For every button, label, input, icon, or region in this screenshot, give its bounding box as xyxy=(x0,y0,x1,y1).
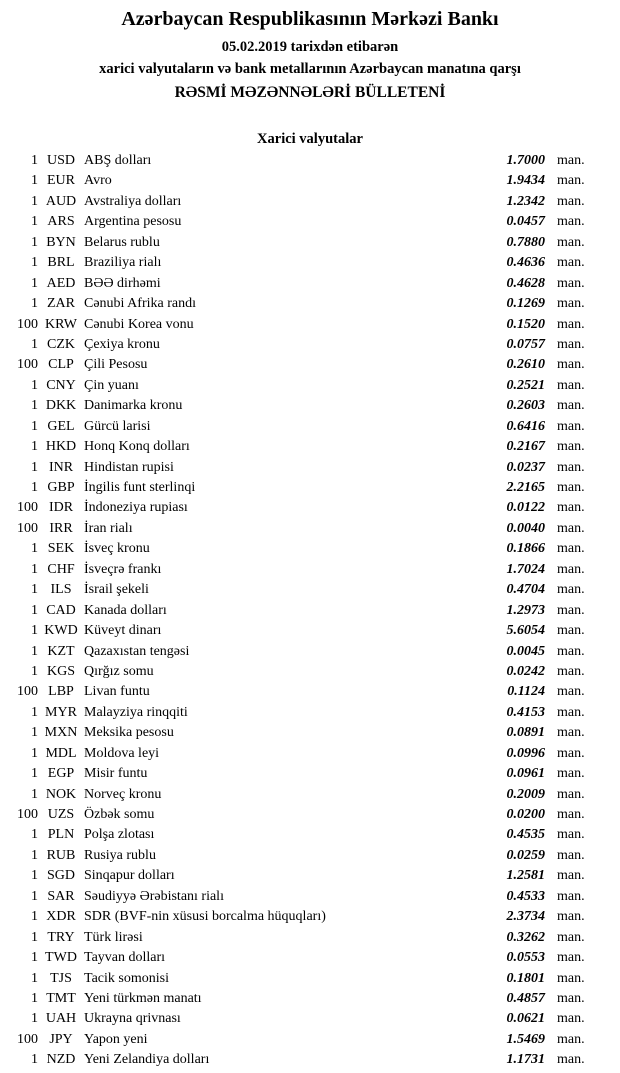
currency-rate: 5.6054 xyxy=(506,623,545,639)
currency-quantity: 1 xyxy=(31,909,38,925)
currency-rate: 0.0621 xyxy=(506,1011,545,1027)
exchange-rate-row xyxy=(0,171,620,191)
exchange-rate-row xyxy=(0,458,620,478)
manat-unit-label: man. xyxy=(557,500,585,516)
exchange-rate-row xyxy=(0,642,620,662)
effective-date-line: 05.02.2019 tarixdən etibarən xyxy=(221,39,399,55)
currency-quantity: 1 xyxy=(31,888,38,904)
currency-name: Avstraliya dolları xyxy=(84,193,182,209)
currency-rate: 0.1801 xyxy=(506,970,545,986)
exchange-rate-row xyxy=(0,703,620,723)
currency-rate: 0.2521 xyxy=(506,377,545,393)
exchange-rate-row xyxy=(0,805,620,825)
manat-unit-label: man. xyxy=(557,418,585,434)
currency-rate: 0.0259 xyxy=(506,847,545,863)
manat-unit-label: man. xyxy=(557,786,585,802)
manat-unit-label: man. xyxy=(557,929,585,945)
manat-unit-label: man. xyxy=(557,459,585,475)
manat-unit-label: man. xyxy=(557,153,585,168)
currency-quantity: 1 xyxy=(31,643,38,659)
manat-unit-label: man. xyxy=(557,602,585,618)
currency-name: Kanada dolları xyxy=(84,602,167,618)
manat-unit-label: man. xyxy=(557,766,585,782)
manat-unit-label: man. xyxy=(557,909,585,925)
manat-unit-label: man. xyxy=(557,316,585,332)
manat-unit-label: man. xyxy=(557,745,585,761)
currency-quantity: 1 xyxy=(31,153,38,168)
currency-rate: 0.0040 xyxy=(506,520,545,536)
currency-quantity: 1 xyxy=(31,868,38,884)
manat-unit-label: man. xyxy=(557,1031,585,1047)
manat-unit-label: man. xyxy=(557,868,585,884)
exchange-rate-row xyxy=(0,437,620,457)
exchange-rate-row xyxy=(0,376,620,396)
currency-name: İngilis funt sterlinqi xyxy=(84,480,196,495)
currency-rate: 2.3734 xyxy=(506,909,545,925)
currency-code: TRY xyxy=(47,929,75,945)
exchange-rate-row xyxy=(0,825,620,845)
exchange-rate-row xyxy=(0,151,620,171)
currency-code: USD xyxy=(46,153,75,168)
currency-code: SGD xyxy=(46,868,75,884)
exchange-rate-row xyxy=(0,294,620,314)
currency-rate: 1.1731 xyxy=(506,1052,545,1068)
currency-code: RUB xyxy=(46,847,76,863)
currency-name: Argentina pesosu xyxy=(84,214,182,230)
currency-rate: 0.0891 xyxy=(506,725,545,741)
currency-code: NZD xyxy=(46,1052,76,1068)
manat-unit-label: man. xyxy=(557,173,585,189)
currency-code: SAR xyxy=(47,888,75,904)
currency-rate: 0.1124 xyxy=(507,684,545,700)
manat-unit-label: man. xyxy=(557,255,585,271)
currency-rate: 1.7000 xyxy=(506,153,545,168)
currency-name: Avro xyxy=(84,173,112,189)
currency-rate: 0.1866 xyxy=(506,541,545,557)
exchange-rate-row xyxy=(0,580,620,600)
exchange-rate-row xyxy=(0,498,620,518)
manat-unit-label: man. xyxy=(557,663,585,679)
currency-quantity: 100 xyxy=(17,316,38,332)
currency-name: Yeni türkmən manatı xyxy=(84,990,202,1006)
currency-quantity: 1 xyxy=(31,439,38,455)
currency-name: Yeni Zelandiya dolları xyxy=(84,1052,210,1068)
currency-code: LBP xyxy=(48,684,74,700)
currency-rate: 0.1269 xyxy=(506,296,545,312)
currency-code: IRR xyxy=(49,520,73,536)
manat-unit-label: man. xyxy=(557,970,585,986)
exchange-rate-row xyxy=(0,396,620,416)
manat-unit-label: man. xyxy=(557,847,585,863)
manat-unit-label: man. xyxy=(557,725,585,741)
manat-unit-label: man. xyxy=(557,234,585,250)
currency-name: Belarus rublu xyxy=(84,234,160,250)
currency-quantity: 100 xyxy=(17,1031,38,1047)
manat-unit-label: man. xyxy=(557,336,585,352)
currency-quantity: 1 xyxy=(31,418,38,434)
currency-code: KGS xyxy=(46,663,75,679)
currency-code: IDR xyxy=(48,500,74,516)
currency-rate: 0.0457 xyxy=(506,214,545,230)
currency-rate: 0.1520 xyxy=(506,316,545,332)
currency-rate: 1.5469 xyxy=(506,1031,545,1047)
currency-code: CLP xyxy=(48,357,74,373)
manat-unit-label: man. xyxy=(557,377,585,393)
exchange-rate-row xyxy=(0,192,620,212)
currency-code: EGP xyxy=(47,766,75,782)
currency-name: Çexiya kronu xyxy=(84,336,160,352)
currency-code: SEK xyxy=(47,541,75,557)
currency-rate: 0.6416 xyxy=(506,418,545,434)
exchange-rate-row xyxy=(0,744,620,764)
manat-unit-label: man. xyxy=(557,643,585,659)
currency-name: Çili Pesosu xyxy=(84,357,148,373)
currency-code: KRW xyxy=(45,316,77,332)
exchange-rate-row xyxy=(0,887,620,907)
exchange-rate-row xyxy=(0,478,620,498)
manat-unit-label: man. xyxy=(557,990,585,1006)
currency-quantity: 1 xyxy=(31,582,38,598)
currency-name: Qırğız somu xyxy=(84,663,154,679)
currency-quantity: 1 xyxy=(31,255,38,271)
currency-quantity: 1 xyxy=(31,704,38,720)
currency-name: İsrail şekeli xyxy=(84,582,149,598)
currency-name: Polşa zlotası xyxy=(84,827,155,843)
currency-quantity: 1 xyxy=(31,336,38,352)
currency-rate: 0.4535 xyxy=(506,827,545,843)
currency-quantity: 1 xyxy=(31,398,38,414)
currency-quantity: 1 xyxy=(31,766,38,782)
currency-code: KZT xyxy=(47,643,75,659)
exchange-rate-row xyxy=(0,907,620,927)
currency-rate: 1.2581 xyxy=(506,868,545,884)
currency-rate: 0.4636 xyxy=(506,255,545,271)
currency-rate: 0.2610 xyxy=(506,357,545,373)
currency-name: Tacik somonisi xyxy=(84,970,169,986)
manat-unit-label: man. xyxy=(557,1052,585,1068)
bulletin-title: RƏSMİ MƏZƏNNƏLƏRİ BÜLLETENİ xyxy=(174,84,446,101)
currency-code: DKK xyxy=(45,398,77,414)
exchange-rate-row xyxy=(0,355,620,375)
currency-code: MXN xyxy=(44,725,78,741)
currency-rate: 0.0757 xyxy=(506,336,545,352)
currency-quantity: 1 xyxy=(31,602,38,618)
manat-unit-label: man. xyxy=(557,950,585,966)
currency-quantity: 1 xyxy=(31,173,38,189)
currency-rate: 0.2009 xyxy=(506,786,545,802)
manat-unit-label: man. xyxy=(557,561,585,577)
currency-quantity: 1 xyxy=(31,950,38,966)
currency-rate: 0.4628 xyxy=(506,275,545,291)
exchange-rate-row xyxy=(0,233,620,253)
currency-rate: 0.4153 xyxy=(506,704,545,720)
currency-code: NOK xyxy=(45,786,77,802)
currency-quantity: 1 xyxy=(31,459,38,475)
currency-quantity: 1 xyxy=(31,1052,38,1068)
currency-name: Meksika pesosu xyxy=(84,725,174,741)
manat-unit-label: man. xyxy=(557,704,585,720)
exchange-rate-row xyxy=(0,560,620,580)
currency-code: ARS xyxy=(47,214,75,230)
currency-name: Danimarka kronu xyxy=(84,398,183,414)
manat-unit-label: man. xyxy=(557,582,585,598)
currency-quantity: 100 xyxy=(17,807,38,822)
currency-rate: 0.0122 xyxy=(506,500,545,516)
currency-quantity: 1 xyxy=(31,847,38,863)
exchange-rate-row xyxy=(0,764,620,784)
currency-name: Cənubi Afrika randı xyxy=(84,296,196,312)
bank-name-title: Azərbaycan Respublikasının Mərkəzi Bankı xyxy=(121,8,499,30)
currency-name: Türk lirəsi xyxy=(84,929,143,945)
manat-unit-label: man. xyxy=(557,888,585,904)
currency-code: JPY xyxy=(49,1031,73,1047)
exchange-rate-row xyxy=(0,621,620,641)
exchange-rate-row xyxy=(0,1050,620,1070)
currency-code: TMT xyxy=(46,990,76,1006)
manat-unit-label: man. xyxy=(557,827,585,843)
manat-unit-label: man. xyxy=(557,480,585,495)
currency-name: Səudiyyə Ərəbistanı rialı xyxy=(84,888,224,904)
currency-name: Moldova leyi xyxy=(84,745,160,761)
currency-name: Özbək somu xyxy=(84,807,155,822)
currency-quantity: 1 xyxy=(31,663,38,679)
currency-name: Qazaxıstan tengəsi xyxy=(84,643,190,659)
currency-rate: 0.0553 xyxy=(506,950,545,966)
currency-rate: 1.2342 xyxy=(506,193,545,209)
manat-unit-label: man. xyxy=(557,541,585,557)
exchange-rate-row xyxy=(0,662,620,682)
currency-code: TWD xyxy=(45,950,77,966)
manat-unit-label: man. xyxy=(557,807,585,822)
currency-name: Cənubi Korea vonu xyxy=(84,316,194,332)
currency-name: Malayziya rinqqiti xyxy=(84,704,188,720)
manat-unit-label: man. xyxy=(557,214,585,230)
currency-rate: 0.0961 xyxy=(506,766,545,782)
currency-name: İsveç kronu xyxy=(84,541,150,557)
manat-unit-label: man. xyxy=(557,623,585,639)
currency-rate: 0.2167 xyxy=(506,439,545,455)
currency-name: Tayvan dolları xyxy=(84,950,166,966)
currency-rate: 0.0045 xyxy=(506,643,545,659)
currency-name: Livan funtu xyxy=(84,684,150,700)
currency-code: ZAR xyxy=(47,296,75,312)
currency-rate: 0.2603 xyxy=(506,398,545,414)
currency-code: ILS xyxy=(50,582,72,598)
currency-code: XDR xyxy=(46,909,76,925)
currency-name: Gürcü larisi xyxy=(84,418,151,434)
currency-code: UZS xyxy=(47,807,75,822)
currency-name: Ukrayna qrivnası xyxy=(84,1011,181,1027)
currency-code: CAD xyxy=(46,602,76,618)
manat-unit-label: man. xyxy=(557,684,585,700)
exchange-rate-row xyxy=(0,335,620,355)
manat-unit-label: man. xyxy=(557,275,585,291)
currency-code: INR xyxy=(48,459,74,475)
currency-quantity: 1 xyxy=(31,745,38,761)
currency-quantity: 1 xyxy=(31,786,38,802)
exchange-rate-row xyxy=(0,723,620,743)
currency-rate: 0.4857 xyxy=(506,990,545,1006)
manat-unit-label: man. xyxy=(557,193,585,209)
currency-code: HKD xyxy=(45,439,77,455)
bulletin-subtitle: xarici valyutaların və bank metallarının Azərbaycan manatına qarşı xyxy=(99,61,521,77)
currency-code: CNY xyxy=(46,377,76,393)
currency-code: BRL xyxy=(47,255,75,271)
currency-name: Rusiya rublu xyxy=(84,847,156,863)
exchange-rate-row xyxy=(0,539,620,559)
exchange-rate-row xyxy=(0,212,620,232)
manat-unit-label: man. xyxy=(557,296,585,312)
exchange-rate-row xyxy=(0,846,620,866)
currency-quantity: 1 xyxy=(31,541,38,557)
currency-quantity: 1 xyxy=(31,296,38,312)
currency-rate: 2.2165 xyxy=(506,480,545,495)
currency-code: EUR xyxy=(47,173,75,189)
currency-rate: 1.7024 xyxy=(506,561,545,577)
exchange-rate-row xyxy=(0,989,620,1009)
currency-code: AED xyxy=(46,275,76,291)
currency-code: GBP xyxy=(47,480,75,495)
manat-unit-label: man. xyxy=(557,398,585,414)
currency-quantity: 1 xyxy=(31,929,38,945)
currency-quantity: 1 xyxy=(31,970,38,986)
currency-rate: 0.0200 xyxy=(506,807,545,822)
currency-name: Hindistan rupisi xyxy=(84,459,174,475)
currency-quantity: 1 xyxy=(31,561,38,577)
currency-quantity: 100 xyxy=(17,500,38,516)
currency-name: İran rialı xyxy=(84,520,133,536)
currency-code: MDL xyxy=(45,745,77,761)
currency-rate: 0.0996 xyxy=(506,745,545,761)
currency-name: İndoneziya rupiası xyxy=(84,500,188,516)
currency-rate: 0.3262 xyxy=(506,929,545,945)
currency-name: Yapon yeni xyxy=(84,1031,148,1047)
currency-rate: 0.0242 xyxy=(506,663,545,679)
currency-quantity: 1 xyxy=(31,234,38,250)
currency-quantity: 1 xyxy=(31,214,38,230)
currency-name: Braziliya rialı xyxy=(84,255,162,271)
currency-quantity: 1 xyxy=(31,1011,38,1027)
currency-rate: 0.0237 xyxy=(506,459,545,475)
currency-name: Norveç kronu xyxy=(84,786,162,802)
currency-code: TJS xyxy=(50,970,72,986)
currency-rate: 1.9434 xyxy=(506,173,545,189)
exchange-rate-row xyxy=(0,274,620,294)
currency-quantity: 100 xyxy=(17,520,38,536)
currency-rate: 0.4704 xyxy=(506,582,545,598)
currency-code: UAH xyxy=(45,1011,77,1027)
exchange-rate-row xyxy=(0,315,620,335)
currency-rate: 0.4533 xyxy=(506,888,545,904)
currency-code: CZK xyxy=(47,336,75,352)
exchange-rate-row xyxy=(0,969,620,989)
currency-name: Misir funtu xyxy=(84,766,148,782)
exchange-rate-row xyxy=(0,928,620,948)
manat-unit-label: man. xyxy=(557,1011,585,1027)
currency-code: KWD xyxy=(44,623,78,639)
currency-rate: 1.2973 xyxy=(506,602,545,618)
exchange-rate-row xyxy=(0,1009,620,1029)
exchange-rate-row xyxy=(0,519,620,539)
currency-name: Küveyt dinarı xyxy=(84,623,162,639)
currency-name: Sinqapur dolları xyxy=(84,868,175,884)
exchange-rate-row xyxy=(0,1030,620,1050)
currency-name: ABŞ dolları xyxy=(84,153,152,168)
currency-code: MYR xyxy=(45,704,77,720)
currency-quantity: 1 xyxy=(31,990,38,1006)
currency-code: CHF xyxy=(47,561,75,577)
exchange-rate-row xyxy=(0,948,620,968)
exchange-rate-row xyxy=(0,682,620,702)
currency-quantity: 1 xyxy=(31,725,38,741)
exchange-rates-table xyxy=(0,151,620,1071)
exchange-rate-row xyxy=(0,601,620,621)
exchange-rate-row xyxy=(0,866,620,886)
manat-unit-label: man. xyxy=(557,439,585,455)
exchange-rate-row xyxy=(0,785,620,805)
exchange-rate-row xyxy=(0,417,620,437)
currency-quantity: 1 xyxy=(31,275,38,291)
currency-rate: 0.7880 xyxy=(506,234,545,250)
currency-quantity: 1 xyxy=(31,377,38,393)
currency-name: Honq Konq dolları xyxy=(84,439,190,455)
currency-quantity: 1 xyxy=(31,480,38,495)
currency-quantity: 100 xyxy=(17,357,38,373)
currency-code: BYN xyxy=(46,234,76,250)
currency-quantity: 1 xyxy=(31,193,38,209)
currency-code: AUD xyxy=(45,193,77,209)
manat-unit-label: man. xyxy=(557,520,585,536)
currency-quantity: 1 xyxy=(31,623,38,639)
currency-name: BƏƏ dirhəmi xyxy=(84,275,161,291)
currency-quantity: 1 xyxy=(31,827,38,843)
exchange-rate-row xyxy=(0,253,620,273)
manat-unit-label: man. xyxy=(557,357,585,373)
currency-name: Çin yuanı xyxy=(84,377,139,393)
currency-name: SDR (BVF-nin xüsusi borcalma hüquqları) xyxy=(84,909,326,925)
currency-name: İsveçrə frankı xyxy=(84,561,162,577)
currency-code: PLN xyxy=(47,827,75,843)
currency-code: GEL xyxy=(47,418,75,434)
section-title-foreign-currencies: Xarici valyutalar xyxy=(257,131,363,147)
currency-quantity: 100 xyxy=(17,684,38,700)
